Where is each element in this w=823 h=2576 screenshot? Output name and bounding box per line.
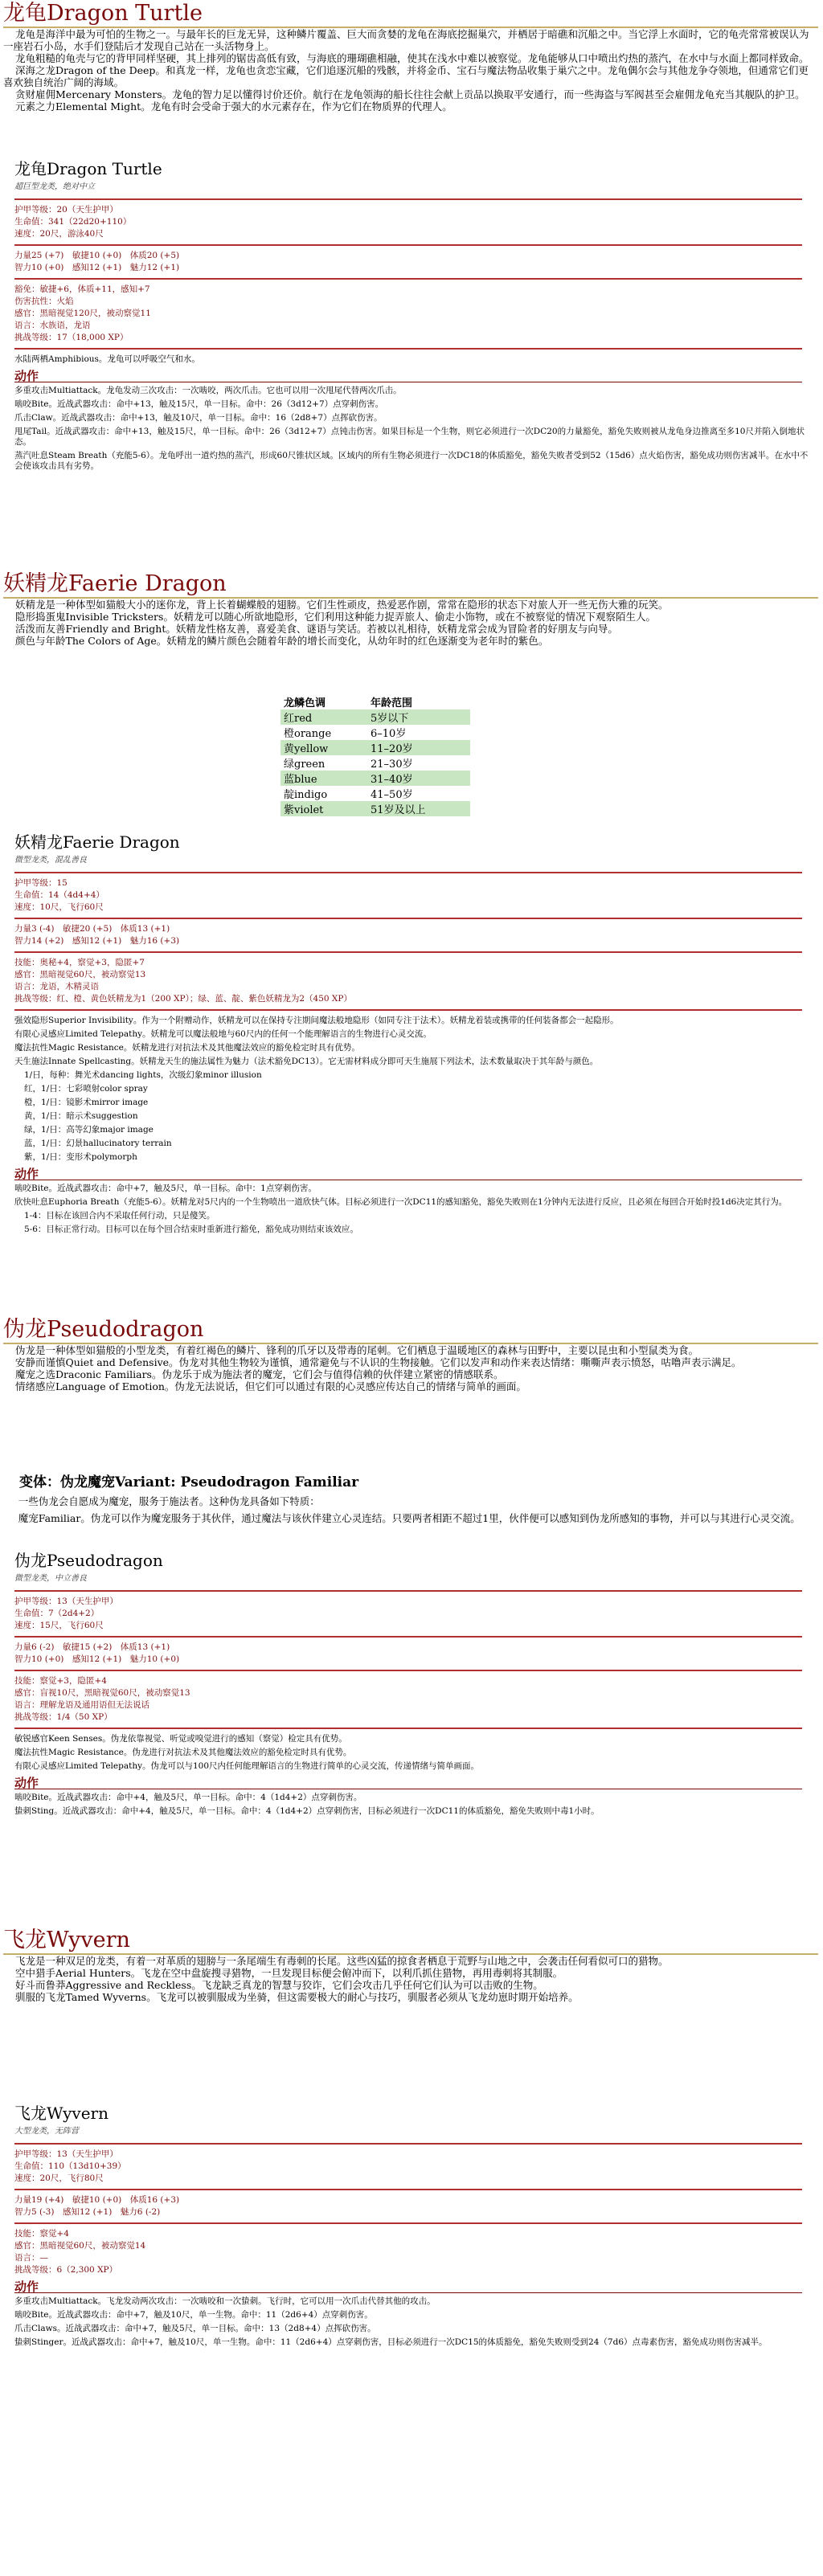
actions-header: 动作 [14,2282,802,2293]
table-row [280,709,470,725]
divider [14,348,802,350]
action: 多重攻击Multiattack。飞龙发动两次攻击：一次啮咬和一次蛰刺。飞行时，它可以用一次爪击代替其他的攻击。 [14,2296,436,2306]
languages: 语言：— [14,2253,48,2263]
challenge-rating: 挑战等级：红、橙、黄色妖精龙为1（200 XP）；绿、蓝、靛、紫色妖精龙为2（450 XP） [14,994,352,1004]
section-dragon-turtle [3,2,818,112]
section-wyvern [3,1928,818,2003]
action: 啮咬Bite。近战武器攻击：命中+7，触及10尺，单一生物。命中：11（2d6+4）点穿刺伤害。 [14,2310,373,2320]
trait: 有限心灵感应Limited Telepathy。妖精龙可以魔法般地与60尺内的任何一个能理解语言的生物进行心灵交流。 [14,1029,432,1039]
divider [14,918,802,919]
hit-points: 生命值：7（2d4+2） [14,1609,100,1618]
action: 啮咬Bite。近战武器攻击：命中+13，触及15尺，单一目标。命中：26（3d12+7）点穿刺伤害。 [14,399,384,409]
table-cell: 11–20岁 [367,740,470,755]
section-faerie-dragon [3,572,818,647]
statblock-type: 微型龙类，中立善良 [14,1574,87,1583]
armor-class: 护甲等级：20（天生护甲） [14,205,118,215]
action: 多重攻击Multiattack。龙龟发动三次攻击：一次啮咬，两次爪击。它也可以用一次甩尾代替两次爪击。 [14,386,402,395]
table-cell: 红red [280,709,367,725]
dice-note: 5-6：目标正常行动。目标可以在每个回合结束时重新进行豁免，豁免成功则结束该效应。 [24,1225,358,1234]
statblock-faerie-dragon [14,832,810,1238]
action: 蛰刺Stinger。近战武器攻击：命中+7，触及10尺，单一生物。命中：11（2d6+4）点穿刺伤害，目标必须进行一次DC15的体质豁免，豁免失败则受到24（7d6）点毒素伤害，豁免成功则伤害减半。 [14,2337,768,2347]
lore-paragraph: 魔宠之选Draconic Familiars。伪龙乐于成为施法者的魔宠，它们会与值得信赖的伙伴建立紧密的情感联系。 [15,1368,504,1380]
divider [14,1590,802,1592]
trait: 天生施法Innate Spellcasting。妖精龙天生的施法属性为魅力（法术豁免DC13）。它无需材料成分即可天生施展下列法术，法术数量取决于其年龄与颜色。 [14,1057,599,1066]
challenge-rating: 挑战等级：1/4（50 XP） [14,1712,113,1722]
statblock-pseudodragon [14,1551,810,1820]
ability-scores: 智力5 (-3) 感知12 (+1) 魅力6 (-2) [14,2207,161,2217]
action: 蒸汽吐息Steam Breath（充能5-6）。龙龟呼出一道灼热的蒸汽，形成60尺锥状区域。区域内的所有生物必须进行一次DC18的体质豁免，豁免失败者受到52（15d6）点火焰伤害，豁免成功则伤害减半。在水中不会使该攻击具有劣势。 [14,451,809,471]
lore-paragraph: 隐形捣蛋鬼Invisible Tricksters。妖精龙可以随心所欲地隐形，它们利用这种能力捉弄旅人、偷走小饰物，或在不被察觉的情况下观察陌生人。 [15,611,656,623]
table-header: 龙鳞色调 [284,697,326,709]
table-cell: 21–30岁 [367,755,470,771]
statblock-type: 大型龙类，无阵营 [14,2127,79,2136]
hit-points: 生命值：14（4d4+4） [14,890,104,900]
spell-line: 红，1/日：七彩喷射color spray [24,1084,148,1094]
table-row [280,801,470,816]
skills: 技能：奥秘+4，察觉+3，隐匿+7 [14,958,145,967]
spell-line: 绿，1/日：高等幻象major image [24,1125,154,1135]
divider [14,2143,802,2145]
spell-line: 蓝，1/日：幻景hallucinatory terrain [24,1139,172,1148]
ability-scores: 力量3 (-4) 敏捷20 (+5) 体质13 (+1) [14,924,170,934]
lore-paragraph: 深海之龙Dragon of the Deep。和真龙一样，龙龟也贪恋宝藏，它们追逐沉船的残骸，并将金币、宝石与魔法物品收集于巢穴之中。龙龟偶尔会与其他龙争夺领地，但通常它们更喜欢独自统治广阔的海域。 [3,64,809,88]
section-intro [3,1344,818,1392]
statblock-name: 龙龟Dragon Turtle [14,159,162,178]
variant-trait: 魔宠Familiar。伪龙可以作为魔宠服务于其伙伴，通过魔法与该伙伴建立心灵连结。只要两者相距不超过1里，伙伴便可以感知到伪龙所感知的事物，并可以与其进行心灵交流。 [18,1512,800,1524]
languages: 语言：龙语，木精灵语 [14,982,99,992]
speed: 速度：15尺，飞行60尺 [14,1621,104,1630]
divider [14,278,802,280]
action: 啮咬Bite。近战武器攻击：命中+7，触及5尺，单一目标。命中：1点穿刺伤害。 [14,1184,317,1193]
section-title: 飞龙Wyvern [3,1928,818,1955]
ability-scores: 力量19 (+4) 敏捷10 (+0) 体质16 (+3) [14,2195,180,2205]
table-row [280,740,470,755]
lore-paragraph: 元素之力Elemental Might。龙龟有时会受命于强大的水元素存在，作为它们在物质界的代理人。 [15,100,452,112]
section-title: 妖精龙Faerie Dragon [3,572,818,599]
section-pseudodragon [3,1318,818,1392]
armor-class: 护甲等级：15 [14,878,68,888]
speed: 速度：20尺，游泳40尺 [14,229,104,239]
action: 爪击Claws。近战武器攻击：命中+7，触及5尺，单一目标。命中：13（2d8+4）点挥砍伤害。 [14,2324,376,2333]
table-cell: 41–50岁 [367,786,470,801]
damage-resistance: 伤害抗性：火焰 [14,296,74,306]
divider [14,951,802,953]
table-cell: 31–40岁 [367,771,470,786]
action: 蛰刺Sting。近战武器攻击：命中+4，触及5尺，单一目标。命中：4（1d4+2）点穿刺伤害，目标必须进行一次DC11的体质豁免，豁免失败则中毒1小时。 [14,1806,600,1816]
table-cell: 橙orange [280,725,367,740]
spell-line: 紫，1/日：变形术polymorph [24,1152,137,1162]
trait: 魔法抗性Magic Resistance。伪龙进行对抗法术及其他魔法效应的豁免检定时具有优势。 [14,1748,352,1757]
spell-line: 1/日，每种：舞光术dancing lights，次级幻象minor illusion [24,1070,262,1080]
statblock-name: 妖精龙Faerie Dragon [14,832,180,852]
table-row [280,725,470,740]
table-cell: 靛indigo [280,786,367,801]
action: 甩尾Tail。近战武器攻击：命中+13，触及15尺，单一目标。命中：26（3d12+7）点钝击伤害。如果目标是一个生物，则它必须进行一次DC20的力量豁免，豁免失败则被从龙龟身边推离至多10尺并陷入倒地状态。 [14,427,805,447]
lore-paragraph: 情绪感应Language of Emotion。伪龙无法说话，但它们可以通过有限的心灵感应传达自己的情绪与简单的画面。 [15,1380,526,1392]
divider [14,1728,802,1729]
divider [14,872,802,873]
senses: 感官：黑暗视觉120尺，被动察觉11 [14,309,151,318]
spell-line: 橙，1/日：镜影术mirror image [24,1098,149,1107]
divider [14,244,802,246]
table-row [280,771,470,786]
trait: 魔法抗性Magic Resistance。妖精龙进行对抗法术及其他魔法效应的豁免检定时具有优势。 [14,1043,360,1053]
languages: 语言：理解龙语及通用语但无法说话 [14,1700,149,1710]
statblock-name: 飞龙Wyvern [14,2104,109,2123]
section-intro [3,28,818,112]
ability-scores: 智力10 (+0) 感知12 (+1) 魅力10 (+0) [14,1654,180,1664]
trait: 强效隐形Superior Invisibility。作为一个附赠动作，妖精龙可以在保持专注期间魔法般地隐形（如同专注于法术）。妖精龙着装或携带的任何装备都会一起隐形。 [14,1016,619,1025]
table-cell: 黄yellow [280,740,367,755]
intro-paragraph: 妖精龙是一种体型如猫般大小的迷你龙，背上长着蝴蝶般的翅膀。它们生性顽皮，热爱恶作剧，常常在隐形的状态下对旅人开一些无伤大雅的玩笑。 [15,599,669,611]
table-cell: 蓝blue [280,771,367,786]
section-intro [3,1955,818,2003]
variant-title: 变体：伪龙魔宠Variant: Pseudodragon Familiar [19,1474,359,1490]
variant-text: 一些伪龙会自愿成为魔宠，服务于施法者。这种伪龙具备如下特质： [18,1495,320,1507]
speed: 速度：20尺，飞行80尺 [14,2173,104,2183]
age-color-table [280,694,470,816]
divider [14,1670,802,1671]
lore-paragraph: 好斗而鲁莽Aggressive and Reckless。飞龙缺乏真龙的智慧与狡诈，它们会攻击几乎任何它们认为可以击败的生物。 [15,1979,543,1991]
armor-class: 护甲等级：13（天生护甲） [14,1597,118,1606]
senses: 感官：黑暗视觉60尺，被动察觉14 [14,2241,146,2251]
table-cell: 绿green [280,755,367,771]
table-header-row [280,694,470,709]
table-cell: 紫violet [280,801,367,816]
section-title: 龙龟Dragon Turtle [3,2,818,28]
table-cell: 6–10岁 [367,725,470,740]
section-title: 伪龙Pseudodragon [3,1318,818,1344]
divider [14,1636,802,1638]
actions-header: 动作 [14,1169,802,1180]
actions-header: 动作 [14,371,802,382]
spell-line: 黄，1/日：暗示术suggestion [24,1111,138,1121]
lore-paragraph: 安静而谨慎Quiet and Defensive。伪龙对其他生物较为谨慎，通常避免与不认识的生物接触。它们以发声和动作来表达情绪：嘶嘶声表示愤怒，咕噜声表示满足。 [15,1356,742,1368]
table-header: 年龄范围 [371,697,413,709]
intro-paragraph: 龙龟是海洋中最为可怕的生物之一。与最年长的巨龙无异，这种鳞片覆盖、巨大而贪婪的龙龟在海底挖掘巢穴，并栖居于暗礁和沉船之中。当它浮上水面时，它的龟壳常常被误认为一座岩石小岛，水手们登陆后才发现自己站在一头活物身上。 [3,28,809,52]
lore-paragraph: 驯服的飞龙Tamed Wyverns。飞龙可以被驯服成为坐骑，但这需要极大的耐心与技巧，驯服者必须从飞龙幼崽时期开始培养。 [15,1991,579,2003]
action: 爪击Claw。近战武器攻击：命中+13，触及10尺，单一目标。命中：16（2d8+7）点挥砍伤害。 [14,413,383,423]
lore-paragraph: 活泼而友善Friendly and Bright。妖精龙性格友善，喜爱美食、谜语与笑话。若被以礼相待，妖精龙常会成为冒险者的好朋友与向导。 [15,623,618,635]
action: 啮咬Bite。近战武器攻击：命中+4，触及5尺，单一目标。命中：4（1d4+2）点穿刺伤害。 [14,1793,362,1802]
senses: 感官：黑暗视觉60尺，被动察觉13 [14,970,146,979]
statblock-type: 超巨型龙类，绝对中立 [14,182,95,191]
action: 欣快吐息Euphoria Breath（充能5-6）。妖精龙对5尺内的一个生物喷出一道欣快气体。目标必须进行一次DC11的感知豁免，豁免失败则在1分钟内无法进行反应，且必须在每回合开始时投1d6决定其行为。 [14,1197,788,1207]
lore-paragraph: 贪财雇佣Mercenary Monsters。龙龟的智力足以懂得讨价还价。航行在龙龟领海的船长往往会献上贡品以换取平安通行，而一些海盗与军阀甚至会雇佣龙龟充当其舰队的护卫。 [15,88,805,100]
lore-paragraph: 颜色与年龄The Colors of Age。妖精龙的鳞片颜色会随着年龄的增长而变化，从幼年时的红色逐渐变为老年时的紫色。 [15,635,549,647]
table-cell: 51岁及以上 [367,801,470,816]
intro-paragraph: 伪龙是一种体型如猫般的小型龙类，有着红褐色的鳞片、锋利的爪牙以及带毒的尾刺。它们栖息于温暖地区的森林与田野中，主要以昆虫和小型鼠类为食。 [15,1344,699,1356]
divider [14,2189,802,2190]
ability-scores: 智力10 (+0) 感知12 (+1) 魅力12 (+1) [14,263,180,272]
challenge-rating: 挑战等级：6（2,300 XP） [14,2265,118,2275]
table-row [280,755,470,771]
hit-points: 生命值：341（22d20+110） [14,217,132,227]
statblock-type: 微型龙类，混乱善良 [14,856,87,865]
statblock-dragon-turtle [14,159,810,475]
languages: 语言：水族语，龙语 [14,321,91,330]
armor-class: 护甲等级：13（天生护甲） [14,2149,118,2159]
challenge-rating: 挑战等级：17（18,000 XP） [14,333,129,342]
skills: 技能：察觉+4 [14,2229,69,2239]
table-cell: 5岁以下 [367,709,470,725]
ability-scores: 智力14 (+2) 感知12 (+1) 魅力16 (+3) [14,936,180,946]
trait: 有限心灵感应Limited Telepathy。伪龙可以与100尺内任何能理解语言的生物进行简单的心灵交流，传递情绪与简单画面。 [14,1761,480,1771]
ability-scores: 力量6 (-2) 敏捷15 (+2) 体质13 (+1) [14,1642,170,1652]
senses: 感官：盲视10尺，黑暗视觉60尺，被动察觉13 [14,1688,190,1698]
section-intro [3,599,818,647]
actions-header: 动作 [14,1778,802,1789]
table-row [280,786,470,801]
skills: 技能：察觉+3，隐匿+4 [14,1676,107,1686]
statblock-wyvern [14,2104,810,2351]
trait: 敏锐感官Keen Senses。伪龙依靠视觉、听觉或嗅觉进行的感知（察觉）检定具有优势。 [14,1734,347,1744]
divider [14,198,802,200]
trait: 水陆两栖Amphibious。龙龟可以呼吸空气和水。 [14,354,200,364]
intro-paragraph: 龙龟粗糙的龟壳与它的背甲同样坚硬，其上排列的锯齿高低有致，与海底的珊瑚礁相融，使其在浅水中难以被察觉。龙龟能够从口中喷出灼热的蒸汽，在水中与水面上都同样致命。 [15,52,809,64]
ability-scores: 力量25 (+7) 敏捷10 (+0) 体质20 (+5) [14,251,180,260]
variant-block [3,1470,818,1524]
hit-points: 生命值：110（13d10+39） [14,2161,126,2171]
dice-note: 1-4：目标在该回合内不采取任何行动，只是傻笑。 [24,1211,215,1221]
saving-throws: 豁免：敏捷+6，体质+11，感知+7 [14,284,150,294]
intro-paragraph: 飞龙是一种双足的龙类，有着一对革质的翅膀与一条尾端生有毒刺的长尾。这些凶猛的掠食者栖息于荒野与山地之中，会袭击任何看似可口的猎物。 [15,1955,669,1967]
speed: 速度：10尺，飞行60尺 [14,902,104,912]
divider [14,1009,802,1011]
lore-paragraph: 空中猎手Aerial Hunters。飞龙在空中盘旋搜寻猎物，一旦发现目标便会俯冲而下，以利爪抓住猎物，再用毒刺将其制服。 [15,1967,563,1979]
statblock-name: 伪龙Pseudodragon [14,1551,163,1570]
divider [14,2222,802,2224]
